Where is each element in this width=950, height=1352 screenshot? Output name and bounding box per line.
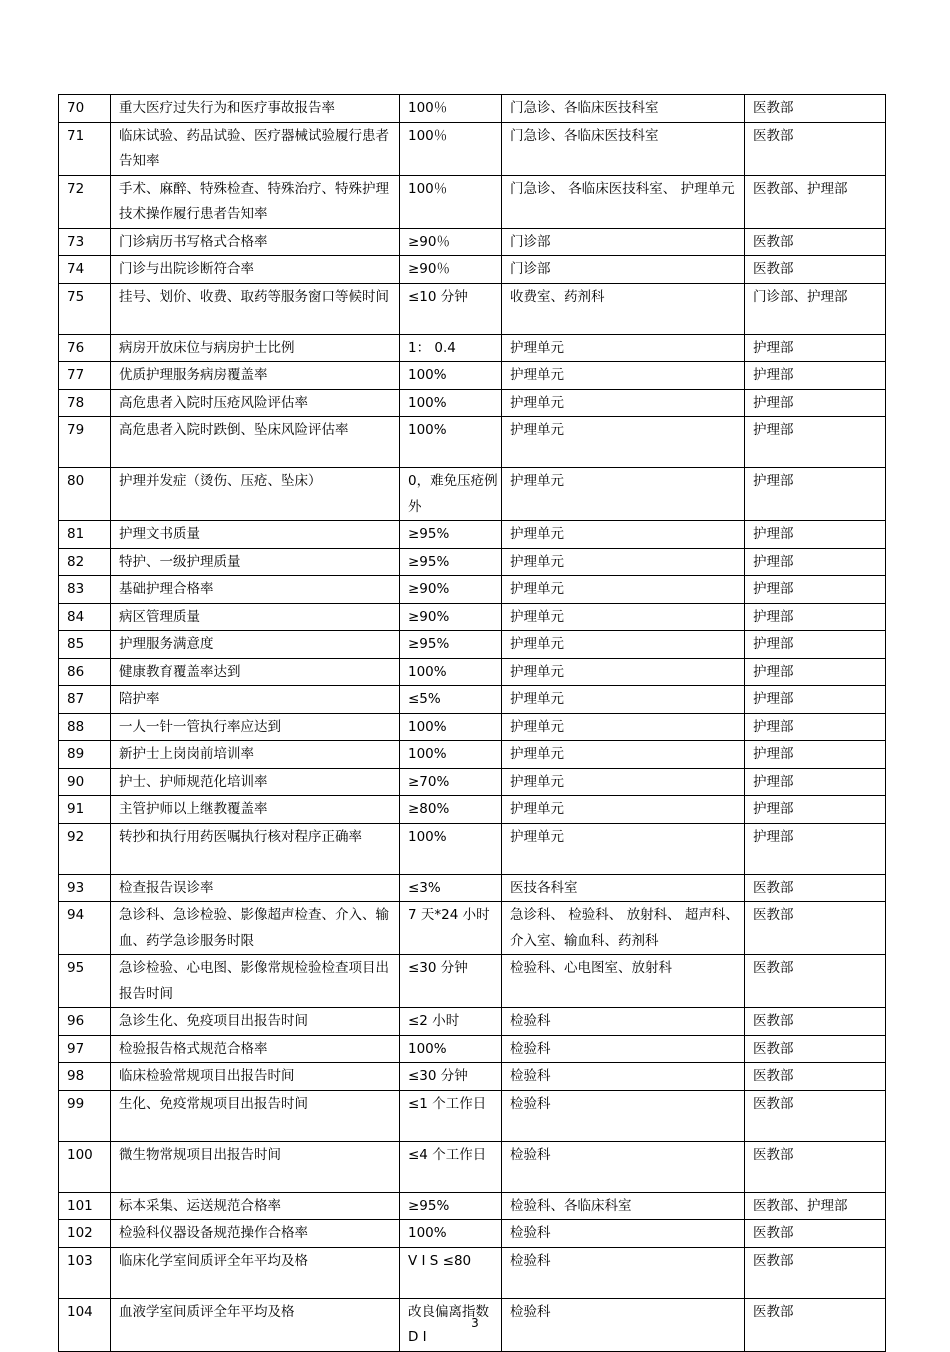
- table-row: [59, 603, 886, 631]
- supervising-department-cell: 护理部: [745, 362, 886, 390]
- target-value-cell: 100%: [400, 1035, 502, 1063]
- indicator-name-cell: 微生物常规项目出报告时间: [111, 1141, 400, 1192]
- table-row: [59, 576, 886, 604]
- row-number-cell: 103: [59, 1247, 111, 1298]
- supervising-department-cell: 护理部: [745, 686, 886, 714]
- supervising-department-cell: 护理部: [745, 658, 886, 686]
- table-row: [59, 1063, 886, 1091]
- indicator-name-cell: 临床试验、药品试验、医疗器械试验履行患者告知率: [111, 122, 400, 175]
- table-row: [59, 1220, 886, 1248]
- supervising-department-cell: 护理部: [745, 631, 886, 659]
- responsible-unit-cell: 门急诊、各临床医技科室: [502, 95, 745, 123]
- responsible-unit-cell: 护理单元: [502, 334, 745, 362]
- supervising-department-cell: 护理部: [745, 713, 886, 741]
- target-value-cell: 100％: [400, 122, 502, 175]
- row-number-cell: 84: [59, 603, 111, 631]
- target-value-cell: ≥90％: [400, 228, 502, 256]
- target-value-cell: 100%: [400, 823, 502, 874]
- row-number-cell: 75: [59, 283, 111, 334]
- indicator-table: [58, 94, 886, 1352]
- responsible-unit-cell: 检验科、心电图室、放射科: [502, 955, 745, 1008]
- page-number: 3: [471, 1316, 479, 1330]
- indicator-name-cell: 病房开放床位与病房护士比例: [111, 334, 400, 362]
- supervising-department-cell: 护理部: [745, 576, 886, 604]
- table-row: [59, 902, 886, 955]
- row-number-cell: 89: [59, 741, 111, 769]
- supervising-department-cell: 医教部、护理部: [745, 175, 886, 228]
- responsible-unit-cell: 检验科: [502, 1063, 745, 1091]
- target-value-cell: ≥70%: [400, 768, 502, 796]
- responsible-unit-cell: 护理单元: [502, 362, 745, 390]
- supervising-department-cell: 护理部: [745, 796, 886, 824]
- supervising-department-cell: 医教部: [745, 1035, 886, 1063]
- supervising-department-cell: 护理部: [745, 334, 886, 362]
- supervising-department-cell: 门诊部、护理部: [745, 283, 886, 334]
- responsible-unit-cell: 护理单元: [502, 389, 745, 417]
- indicator-name-cell: 重大医疗过失行为和医疗事故报告率: [111, 95, 400, 123]
- table-row: [59, 658, 886, 686]
- indicator-name-cell: 转抄和执行用药医嘱执行核对程序正确率: [111, 823, 400, 874]
- table-row: [59, 362, 886, 390]
- supervising-department-cell: 护理部: [745, 768, 886, 796]
- target-value-cell: 100％: [400, 175, 502, 228]
- supervising-department-cell: 医教部: [745, 902, 886, 955]
- target-value-cell: ≥90%: [400, 576, 502, 604]
- indicator-name-cell: 高危患者入院时压疮风险评估率: [111, 389, 400, 417]
- target-value-cell: ≥90%: [400, 603, 502, 631]
- supervising-department-cell: 医教部: [745, 228, 886, 256]
- table-row: [59, 175, 886, 228]
- indicator-name-cell: 检验科仪器设备规范操作合格率: [111, 1220, 400, 1248]
- indicator-name-cell: 急诊生化、免疫项目出报告时间: [111, 1008, 400, 1036]
- target-value-cell: ≤30 分钟: [400, 955, 502, 1008]
- row-number-cell: 93: [59, 874, 111, 902]
- target-value-cell: ≤4 个工作日: [400, 1141, 502, 1192]
- responsible-unit-cell: 护理单元: [502, 521, 745, 549]
- indicator-name-cell: 标本采集、运送规范合格率: [111, 1192, 400, 1220]
- responsible-unit-cell: 护理单元: [502, 741, 745, 769]
- row-number-cell: 73: [59, 228, 111, 256]
- supervising-department-cell: 医教部: [745, 1247, 886, 1298]
- row-number-cell: 95: [59, 955, 111, 1008]
- indicator-name-cell: 一人一针一管执行率应达到: [111, 713, 400, 741]
- target-value-cell: 100%: [400, 1220, 502, 1248]
- responsible-unit-cell: 检验科: [502, 1220, 745, 1248]
- table-row: [59, 741, 886, 769]
- responsible-unit-cell: 护理单元: [502, 631, 745, 659]
- indicator-name-cell: 高危患者入院时跌倒、坠床风险评估率: [111, 417, 400, 468]
- row-number-cell: 70: [59, 95, 111, 123]
- supervising-department-cell: 医教部: [745, 1141, 886, 1192]
- supervising-department-cell: 医教部: [745, 874, 886, 902]
- row-number-cell: 92: [59, 823, 111, 874]
- indicator-name-cell: 新护士上岗岗前培训率: [111, 741, 400, 769]
- indicator-name-cell: 病区管理质量: [111, 603, 400, 631]
- responsible-unit-cell: 检验科: [502, 1141, 745, 1192]
- responsible-unit-cell: 门诊部: [502, 256, 745, 284]
- row-number-cell: 94: [59, 902, 111, 955]
- responsible-unit-cell: 护理单元: [502, 796, 745, 824]
- supervising-department-cell: 医教部: [745, 1090, 886, 1141]
- indicator-name-cell: 特护、一级护理质量: [111, 548, 400, 576]
- row-number-cell: 83: [59, 576, 111, 604]
- target-value-cell: ≥95%: [400, 1192, 502, 1220]
- indicator-name-cell: 急诊检验、心电图、影像常规检验检查项目出报告时间: [111, 955, 400, 1008]
- responsible-unit-cell: 检验科: [502, 1008, 745, 1036]
- table-row: [59, 1192, 886, 1220]
- indicator-name-cell: 主管护师以上继教覆盖率: [111, 796, 400, 824]
- responsible-unit-cell: 护理单元: [502, 548, 745, 576]
- target-value-cell: 100%: [400, 713, 502, 741]
- row-number-cell: 91: [59, 796, 111, 824]
- row-number-cell: 99: [59, 1090, 111, 1141]
- table-row: [59, 1090, 886, 1141]
- indicator-name-cell: 基础护理合格率: [111, 576, 400, 604]
- table-row: [59, 95, 886, 123]
- supervising-department-cell: 医教部: [745, 1298, 886, 1351]
- row-number-cell: 82: [59, 548, 111, 576]
- target-value-cell: ≤30 分钟: [400, 1063, 502, 1091]
- table-row: [59, 955, 886, 1008]
- supervising-department-cell: 医教部: [745, 1008, 886, 1036]
- supervising-department-cell: 医教部: [745, 1063, 886, 1091]
- table-row: [59, 417, 886, 468]
- responsible-unit-cell: 护理单元: [502, 658, 745, 686]
- supervising-department-cell: 医教部: [745, 955, 886, 1008]
- indicator-name-cell: 护理文书质量: [111, 521, 400, 549]
- indicator-name-cell: 护理服务满意度: [111, 631, 400, 659]
- responsible-unit-cell: 护理单元: [502, 468, 745, 521]
- responsible-unit-cell: 护理单元: [502, 823, 745, 874]
- indicator-name-cell: 优质护理服务病房覆盖率: [111, 362, 400, 390]
- supervising-department-cell: 医教部: [745, 256, 886, 284]
- target-value-cell: ≥95%: [400, 631, 502, 659]
- supervising-department-cell: 护理部: [745, 603, 886, 631]
- row-number-cell: 88: [59, 713, 111, 741]
- indicator-name-cell: 生化、免疫常规项目出报告时间: [111, 1090, 400, 1141]
- table-row: [59, 389, 886, 417]
- target-value-cell: ≥80%: [400, 796, 502, 824]
- row-number-cell: 78: [59, 389, 111, 417]
- responsible-unit-cell: 护理单元: [502, 713, 745, 741]
- target-value-cell: ≤1 个工作日: [400, 1090, 502, 1141]
- table-row: [59, 631, 886, 659]
- indicator-table-body: [59, 95, 886, 1352]
- supervising-department-cell: 护理部: [745, 468, 886, 521]
- responsible-unit-cell: 护理单元: [502, 576, 745, 604]
- responsible-unit-cell: 检验科、各临床科室: [502, 1192, 745, 1220]
- supervising-department-cell: 医教部: [745, 95, 886, 123]
- row-number-cell: 98: [59, 1063, 111, 1091]
- indicator-name-cell: 护理并发症（烫伤、压疮、坠床）: [111, 468, 400, 521]
- table-row: [59, 823, 886, 874]
- table-row: [59, 1141, 886, 1192]
- responsible-unit-cell: 护理单元: [502, 768, 745, 796]
- row-number-cell: 101: [59, 1192, 111, 1220]
- target-value-cell: ≤2 小时: [400, 1008, 502, 1036]
- indicator-name-cell: 护士、护师规范化培训率: [111, 768, 400, 796]
- row-number-cell: 80: [59, 468, 111, 521]
- indicator-name-cell: 血液学室间质评全年平均及格: [111, 1298, 400, 1351]
- supervising-department-cell: 护理部: [745, 389, 886, 417]
- responsible-unit-cell: 门诊部: [502, 228, 745, 256]
- row-number-cell: 76: [59, 334, 111, 362]
- table-row: [59, 283, 886, 334]
- row-number-cell: 100: [59, 1141, 111, 1192]
- responsible-unit-cell: 门急诊、 各临床医技科室、 护理单元: [502, 175, 745, 228]
- target-value-cell: ≥95%: [400, 521, 502, 549]
- target-value-cell: 100%: [400, 362, 502, 390]
- responsible-unit-cell: 检验科: [502, 1298, 745, 1351]
- target-value-cell: 100%: [400, 658, 502, 686]
- responsible-unit-cell: 护理单元: [502, 417, 745, 468]
- table-row: [59, 1247, 886, 1298]
- target-value-cell: ≤5%: [400, 686, 502, 714]
- table-row: [59, 713, 886, 741]
- responsible-unit-cell: 检验科: [502, 1090, 745, 1141]
- row-number-cell: 102: [59, 1220, 111, 1248]
- table-row: [59, 1035, 886, 1063]
- responsible-unit-cell: 收费室、药剂科: [502, 283, 745, 334]
- target-value-cell: 100%: [400, 389, 502, 417]
- supervising-department-cell: 护理部: [745, 741, 886, 769]
- target-value-cell: ≤10 分钟: [400, 283, 502, 334]
- table-row: [59, 548, 886, 576]
- target-value-cell: ≥95%: [400, 548, 502, 576]
- target-value-cell: ≤3%: [400, 874, 502, 902]
- target-value-cell: 7 天*24 小时: [400, 902, 502, 955]
- indicator-name-cell: 健康教育覆盖率达到: [111, 658, 400, 686]
- table-row: [59, 1008, 886, 1036]
- target-value-cell: 1： 0.4: [400, 334, 502, 362]
- table-row: [59, 874, 886, 902]
- responsible-unit-cell: 护理单元: [502, 686, 745, 714]
- row-number-cell: 79: [59, 417, 111, 468]
- target-value-cell: 0，难免压疮例外: [400, 468, 502, 521]
- indicator-name-cell: 急诊科、急诊检验、影像超声检查、介入、输血、药学急诊服务时限: [111, 902, 400, 955]
- row-number-cell: 87: [59, 686, 111, 714]
- supervising-department-cell: 护理部: [745, 823, 886, 874]
- responsible-unit-cell: 护理单元: [502, 603, 745, 631]
- table-row: [59, 686, 886, 714]
- indicator-name-cell: 门诊病历书写格式合格率: [111, 228, 400, 256]
- responsible-unit-cell: 急诊科、 检验科、 放射科、 超声科、介入室、输血科、药剂科: [502, 902, 745, 955]
- target-value-cell: 100%: [400, 741, 502, 769]
- table-row: [59, 521, 886, 549]
- target-value-cell: ≥90％: [400, 256, 502, 284]
- indicator-name-cell: 检验报告格式规范合格率: [111, 1035, 400, 1063]
- table-row: [59, 468, 886, 521]
- row-number-cell: 71: [59, 122, 111, 175]
- supervising-department-cell: 护理部: [745, 548, 886, 576]
- row-number-cell: 86: [59, 658, 111, 686]
- indicator-name-cell: 手术、麻醉、特殊检查、特殊治疗、特殊护理技术操作履行患者告知率: [111, 175, 400, 228]
- indicator-name-cell: 检查报告误诊率: [111, 874, 400, 902]
- row-number-cell: 97: [59, 1035, 111, 1063]
- target-value-cell: V I S ≤80: [400, 1247, 502, 1298]
- indicator-name-cell: 挂号、划价、收费、取药等服务窗口等候时间: [111, 283, 400, 334]
- indicator-name-cell: 陪护率: [111, 686, 400, 714]
- supervising-department-cell: 护理部: [745, 521, 886, 549]
- supervising-department-cell: 医教部、护理部: [745, 1192, 886, 1220]
- responsible-unit-cell: 门急诊、各临床医技科室: [502, 122, 745, 175]
- row-number-cell: 104: [59, 1298, 111, 1351]
- supervising-department-cell: 护理部: [745, 417, 886, 468]
- indicator-name-cell: 临床检验常规项目出报告时间: [111, 1063, 400, 1091]
- table-row: [59, 768, 886, 796]
- indicator-name-cell: 门诊与出院诊断符合率: [111, 256, 400, 284]
- supervising-department-cell: 医教部: [745, 122, 886, 175]
- responsible-unit-cell: 检验科: [502, 1035, 745, 1063]
- responsible-unit-cell: 检验科: [502, 1247, 745, 1298]
- row-number-cell: 74: [59, 256, 111, 284]
- target-value-cell: 100%: [400, 417, 502, 468]
- row-number-cell: 96: [59, 1008, 111, 1036]
- row-number-cell: 81: [59, 521, 111, 549]
- row-number-cell: 90: [59, 768, 111, 796]
- table-row: [59, 256, 886, 284]
- indicator-name-cell: 临床化学室间质评全年平均及格: [111, 1247, 400, 1298]
- table-row: [59, 334, 886, 362]
- responsible-unit-cell: 医技各科室: [502, 874, 745, 902]
- target-value-cell: 改良偏离指数 D I: [400, 1298, 502, 1351]
- row-number-cell: 72: [59, 175, 111, 228]
- row-number-cell: 85: [59, 631, 111, 659]
- table-row: [59, 228, 886, 256]
- table-row: [59, 796, 886, 824]
- supervising-department-cell: 医教部: [745, 1220, 886, 1248]
- table-row: [59, 122, 886, 175]
- row-number-cell: 77: [59, 362, 111, 390]
- target-value-cell: 100％: [400, 95, 502, 123]
